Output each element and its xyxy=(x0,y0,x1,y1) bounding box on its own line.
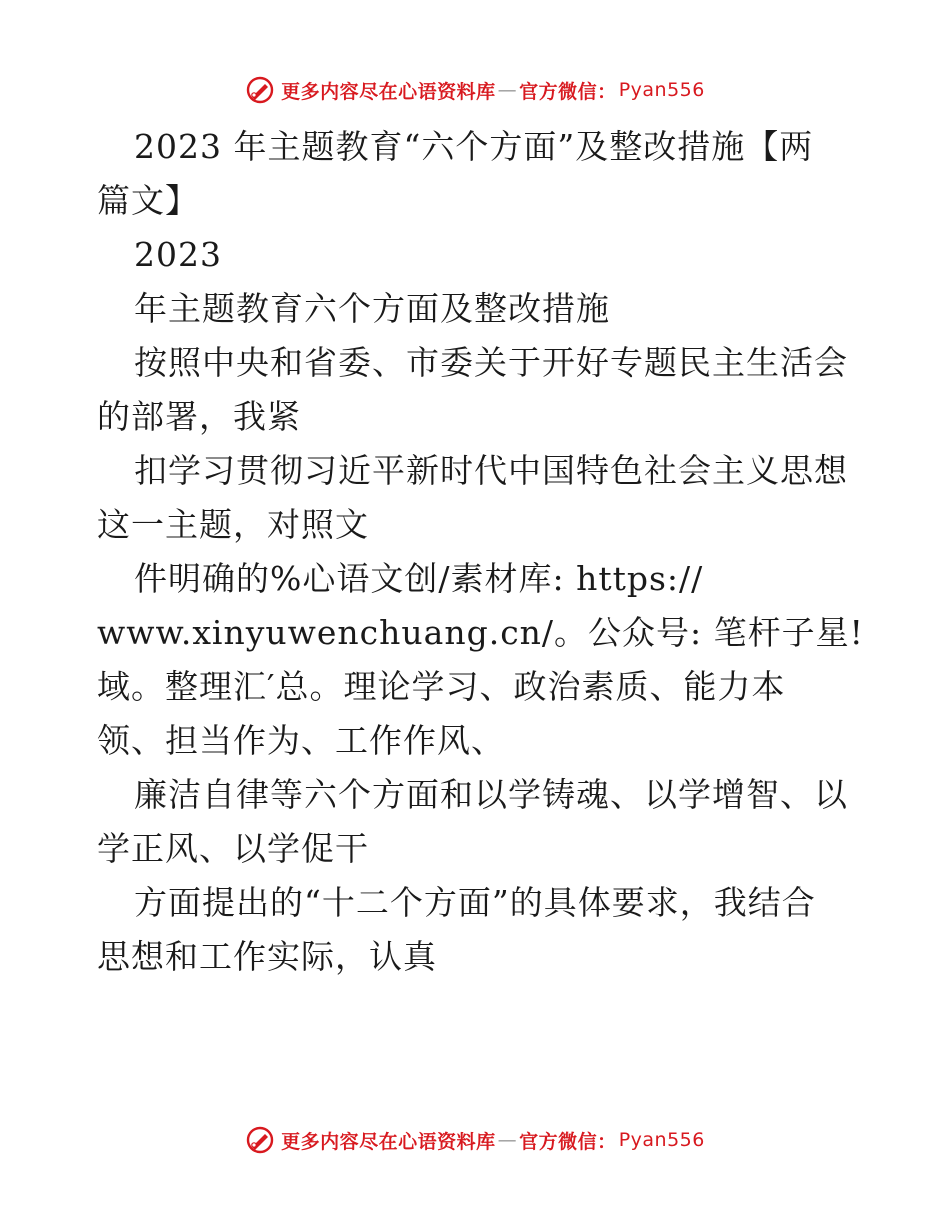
document-line: 这一主题，对照文 xyxy=(97,505,369,544)
document-line: 扣学习贯彻习近平新时代中国特色社会主义思想 xyxy=(134,451,848,490)
document-line: 按照中央和省委、市委关于开好专题民主生活会 xyxy=(134,343,848,382)
document-line: 领、担当作为、工作作风、 xyxy=(97,721,505,760)
document-line: 学正风、以学促干 xyxy=(97,829,369,868)
header-watermark xyxy=(0,70,950,110)
watermark-site-text: 更多内容尽在心语资料库 xyxy=(281,80,496,103)
red-pen-seal-icon xyxy=(245,75,275,105)
watermark-wechat-id: Pyan556 xyxy=(618,79,705,101)
watermark-wechat-label: 官方微信： xyxy=(519,80,617,103)
document-line: 方面提出的“十二个方面”的具体要求，我结合 xyxy=(134,883,816,922)
document-line: 件明确的%心语文创/素材库: https:// xyxy=(134,559,704,598)
watermark-site-text: 更多内容尽在心语资料库 xyxy=(281,1130,496,1153)
red-pen-seal-icon xyxy=(245,1125,275,1155)
document-line: 思想和工作实际，认真 xyxy=(97,937,437,976)
document-body xyxy=(97,120,867,984)
document-line: 年主题教育六个方面及整改措施 xyxy=(134,289,610,328)
watermark-wechat-id: Pyan556 xyxy=(618,1129,705,1151)
document-line: 的部署，我紧 xyxy=(97,397,301,436)
document-line: 2023 xyxy=(134,235,222,274)
document-line: www.xinyuwenchuang.cn/。公众号: 笔杆子星! xyxy=(97,613,864,652)
document-line: 2023 年主题教育“六个方面”及整改措施【两 xyxy=(134,127,814,166)
document-line: 域。整理汇′总。理论学习、政治素质、能力本 xyxy=(97,667,786,706)
document-line: 廉洁自律等六个方面和以学铸魂、以学增智、以 xyxy=(134,775,848,814)
document-line: 篇文】 xyxy=(97,181,199,220)
watermark-separator: — xyxy=(497,79,518,101)
watermark-separator: — xyxy=(497,1129,518,1151)
watermark-wechat-label: 官方微信： xyxy=(519,1130,617,1153)
footer-watermark xyxy=(0,1120,950,1160)
